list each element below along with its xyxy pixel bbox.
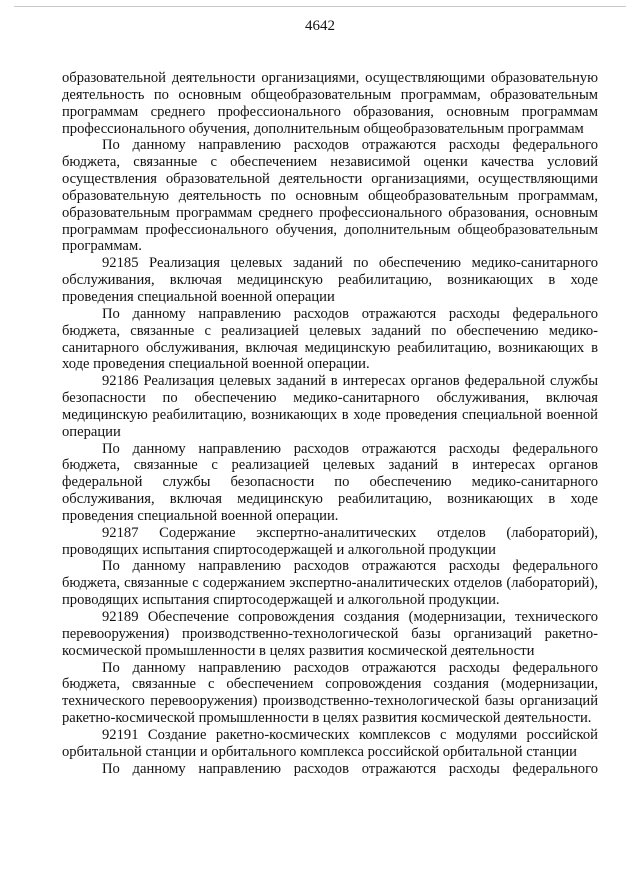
paragraph-expense-description: По данному направлению расходов отражаются расходы федерального бюджета, связанные с обеспечением сопровождения создания (модернизации, технического перевооружения) производственно-технологической базы организаций ракетно-космической промышленности в целях развития космической деятельности. bbox=[62, 659, 598, 727]
section-heading-92189: 92189 Обеспечение сопровождения создания (модернизации, технического перевооружения) производственно-технологической базы организаций ракетно-космической промышленности в целях развития космической деятельности bbox=[62, 609, 598, 659]
paragraph-expense-description: По данному направлению расходов отражаются расходы федерального бюджета, связанные с реализацией целевых заданий в интересах органов федеральной службы безопасности по обеспечению медико-санитарного обслуживания, включая медицинскую реабилитацию, возникающих в ходе проведения специальной военной операции. bbox=[62, 440, 598, 524]
section-heading-92191: 92191 Создание ракетно-космических комплексов с модулями российской орбитальной станции и орбитального комплекса российской орбитальной станции bbox=[62, 726, 598, 760]
paragraph-continuation: образовательной деятельности организациями, осуществляющими образовательную деятельность по основным общеобразовательным программам, образовательным программам среднего профессионального образования, основным программам профессионального обучения, дополнительным общеобразовательным программам bbox=[62, 70, 598, 137]
document-body bbox=[62, 70, 598, 777]
section-heading-92186: 92186 Реализация целевых заданий в интересах органов федеральной службы безопасности по обеспечению медико-санитарного обслуживания, включая медицинскую реабилитацию, возникающих в ходе проведения специальной военной операции bbox=[62, 373, 598, 440]
paragraph-expense-description: По данному направлению расходов отражаются расходы федерального bbox=[102, 760, 598, 777]
section-heading-92187: 92187 Содержание экспертно-аналитических отделов (лабораторий), проводящих испытания спиртосодержащей и алкогольной продукции bbox=[62, 524, 598, 558]
paragraph-expense-description: По данному направлению расходов отражаются расходы федерального бюджета, связанные с обеспечением независимой оценки качества условий осуществления образовательной деятельности организациями, осуществляющими образовательную деятельность по основным общеобразовательным программам, образовательным программам среднего профессионального образования, основным программам профессионального обучения, дополнительным общеобразовательным программам. bbox=[62, 137, 598, 255]
paragraph-expense-description: По данному направлению расходов отражаются расходы федерального бюджета, связанные с содержанием экспертно-аналитических отделов (лабораторий), проводящих испытания спиртосодержащей и алкогольной продукции. bbox=[62, 558, 598, 609]
scan-top-border bbox=[14, 6, 626, 7]
page-number: 4642 bbox=[305, 18, 335, 34]
paragraph-expense-description: По данному направлению расходов отражаются расходы федерального бюджета, связанные с реализацией целевых заданий по обеспечению медико-санитарного обслуживания, включая медицинскую реабилитацию, возникающих в ходе проведения специальной военной операции. bbox=[62, 305, 598, 373]
section-heading-92185: 92185 Реализация целевых заданий по обеспечению медико-санитарного обслуживания, включая медицинскую реабилитацию, возникающих в ходе проведения специальной военной операции bbox=[62, 255, 598, 305]
